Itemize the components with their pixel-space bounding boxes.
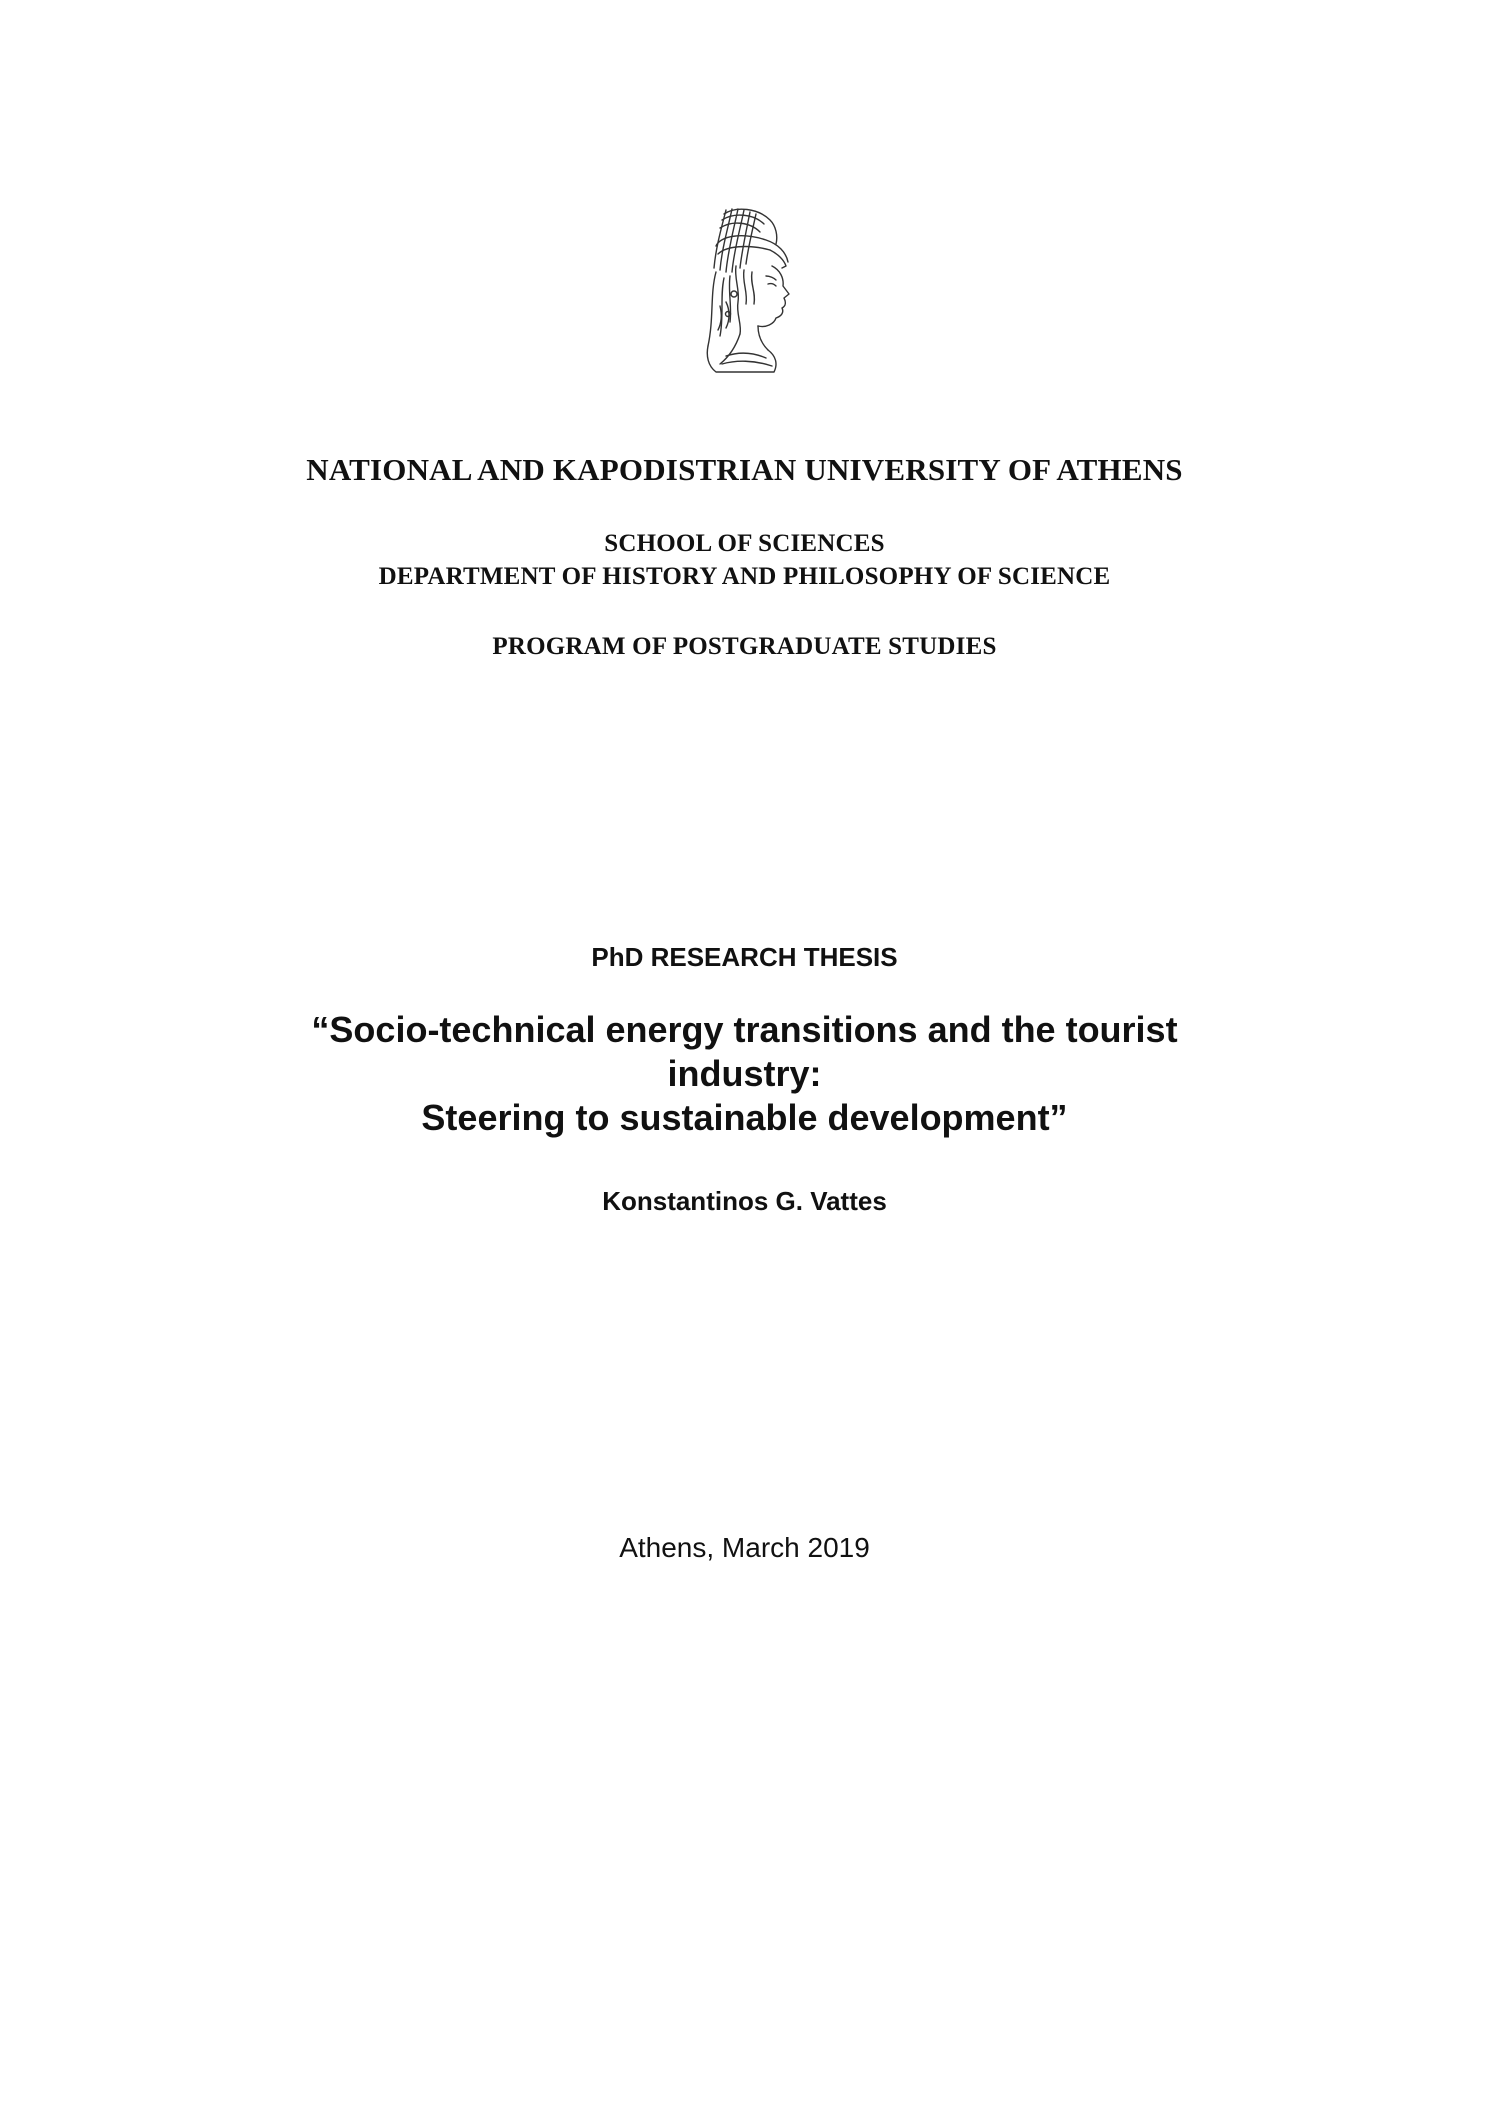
- program-name: PROGRAM OF POSTGRADUATE STUDIES: [492, 633, 997, 660]
- thesis-type: PhD RESEARCH THESIS: [591, 942, 898, 972]
- place-date: Athens, March 2019: [619, 1532, 870, 1563]
- athena-head-icon: [686, 206, 804, 374]
- thesis-title-line: “Socio-technical energy transitions and the tourist: [311, 1009, 1178, 1050]
- author-name: Konstantinos G. Vattes: [602, 1186, 887, 1216]
- thesis-title-line: Steering to sustainable development”: [421, 1097, 1068, 1138]
- thesis-title: [0, 1008, 1489, 1140]
- university-name: NATIONAL AND KAPODISTRIAN UNIVERSITY OF ATHENS: [306, 452, 1183, 487]
- school-name: SCHOOL OF SCIENCES: [604, 530, 885, 557]
- thesis-title-line: industry:: [667, 1053, 822, 1094]
- department-name: DEPARTMENT OF HISTORY AND PHILOSOPHY OF SCIENCE: [378, 563, 1111, 590]
